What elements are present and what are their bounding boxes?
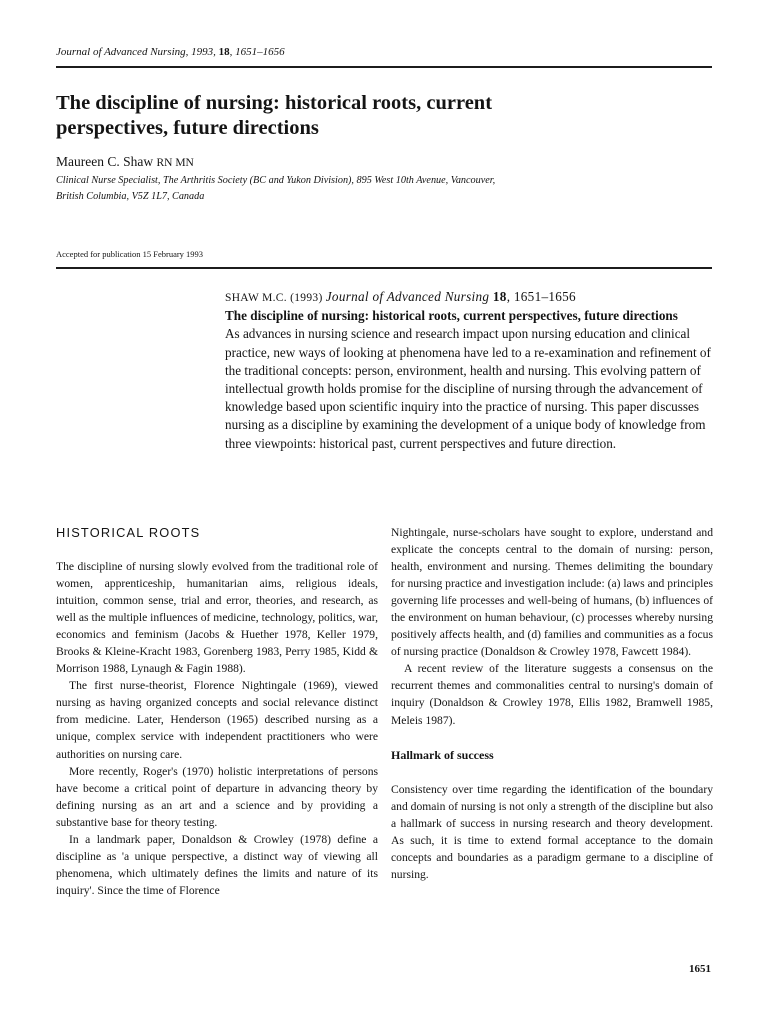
abstract-text: As advances in nursing science and research impact upon nursing education and clinical practice, new ways of looking at phenomena have led to a re-examination and refinement of the traditional concepts: person, environment, health and nursing. This evolving pattern of intellectual growth holds promise for the discipline of nursing through the advancement of knowledge based upon scientific inquiry into the practice of nursing. This paper discusses nursing as a discipline by examining the development of a unique body of knowledge from three viewpoints: historical past, current perspectives and future direction. bbox=[225, 326, 711, 451]
abstract-cite-year: (1993) bbox=[286, 292, 326, 304]
author-affiliation: Clinical Nurse Specialist, The Arthritis Society (BC and Yukon Division), 895 West 10th Avenue, Vancouver, British Columbia, V5Z 1L7, Canada bbox=[56, 175, 496, 202]
page-number: 1651 bbox=[689, 963, 711, 975]
abstract-cite-author: SHAW M.C. bbox=[225, 292, 287, 304]
abstract-volume: 18 bbox=[492, 289, 507, 304]
header-bottom-rule bbox=[56, 267, 712, 269]
author-line bbox=[56, 154, 194, 170]
right-column bbox=[391, 524, 713, 883]
body-paragraph: A recent review of the literature suggests a consensus on the recurrent themes and commonalities central to nursing's domain of inquiry (Donaldson & Crowley 1978, Ellis 1982, Bramwell 1985, Meleis 1987). bbox=[391, 662, 713, 727]
subheading-hallmark-of-success: Hallmark of success bbox=[391, 747, 494, 762]
running-head-year: , 1993, bbox=[185, 46, 219, 58]
body-paragraph: The discipline of nursing slowly evolved from the traditional role of women, apprenticeship, humanitarian aims, religious ideals, intuition, common sense, trial and error, theories, and research, as well as the multiple influences of medicine, technology, politics, war, economics and feminism (Jacobs & Huether 1978, Keller 1979, Brooks & Kleine-Kracht 1983, Gorenberg 1983, Perry 1985, Kidd & Morrison 1988, Lynaugh & Fagin 1988). bbox=[56, 560, 378, 676]
body-paragraph: The first nurse-theorist, Florence Nightingale (1969), viewed nursing as having organized concepts and social relevance distinct from medicine. Later, Henderson (1965) described nursing as a unique, complex service with independent practitioners who were authorities on nursing care. bbox=[56, 679, 378, 761]
running-head-pages: , 1651–1656 bbox=[229, 46, 285, 58]
body-paragraph: More recently, Roger's (1970) holistic interpretations of persons have become a critical point of departure in advancing theory by defining nursing as an art and a science and by providing a substantive base for theory testing. bbox=[56, 764, 378, 829]
author-name: Maureen C. Shaw bbox=[56, 154, 154, 169]
author-degrees: RN MN bbox=[156, 157, 194, 169]
body-paragraph: In a landmark paper, Donaldson & Crowley (1978) define a discipline as 'a unique perspective, a distinct way of viewing all phenomena, which ultimately defines the limits and nature of its inquiry'. Since the time of Florence bbox=[56, 832, 378, 897]
abstract-pages: , 1651–1656 bbox=[506, 289, 576, 304]
abstract-title: The discipline of nursing: historical roots, current perspectives, future directions bbox=[225, 308, 678, 324]
article-title: The discipline of nursing: historical roots, current perspectives, future directions bbox=[56, 92, 493, 139]
running-head-journal: Journal of Advanced Nursing bbox=[56, 46, 186, 58]
running-head-volume: 18 bbox=[218, 46, 230, 58]
running-head bbox=[56, 46, 285, 58]
abstract-citation bbox=[225, 288, 713, 307]
body-paragraph: Consistency over time regarding the identification of the boundary and domain of nursing is not only a strength of the discipline but also a hallmark of success in nursing research and theory development. As such, it is time to extend formal acceptance to the domain concepts and boundaries as a paradigm germane to a discipline of nursing. bbox=[391, 782, 713, 881]
body-paragraph: Nightingale, nurse-scholars have sought to explore, understand and explicate the concepts central to the domain of nursing: person, health, environment and nursing. Themes delimiting the boundary for nursing practice and investigation include: (a) laws and principles governing life processes and well-being of humans, (b) influences of the environment on human behaviour, (c) processes whereby nursing positively affects health, and (d) families and communities as a focus of nursing practice (Donaldson & Crowley 1978, Fawcett 1984). bbox=[391, 526, 713, 659]
abstract-journal: Journal of Advanced Nursing bbox=[325, 289, 490, 304]
top-rule bbox=[56, 66, 712, 68]
left-column bbox=[56, 524, 378, 899]
section-heading-historical-roots: HISTORICAL ROOTS bbox=[56, 525, 201, 540]
accepted-date: Accepted for publication 15 February 1993 bbox=[56, 249, 204, 259]
abstract-block bbox=[225, 288, 713, 453]
